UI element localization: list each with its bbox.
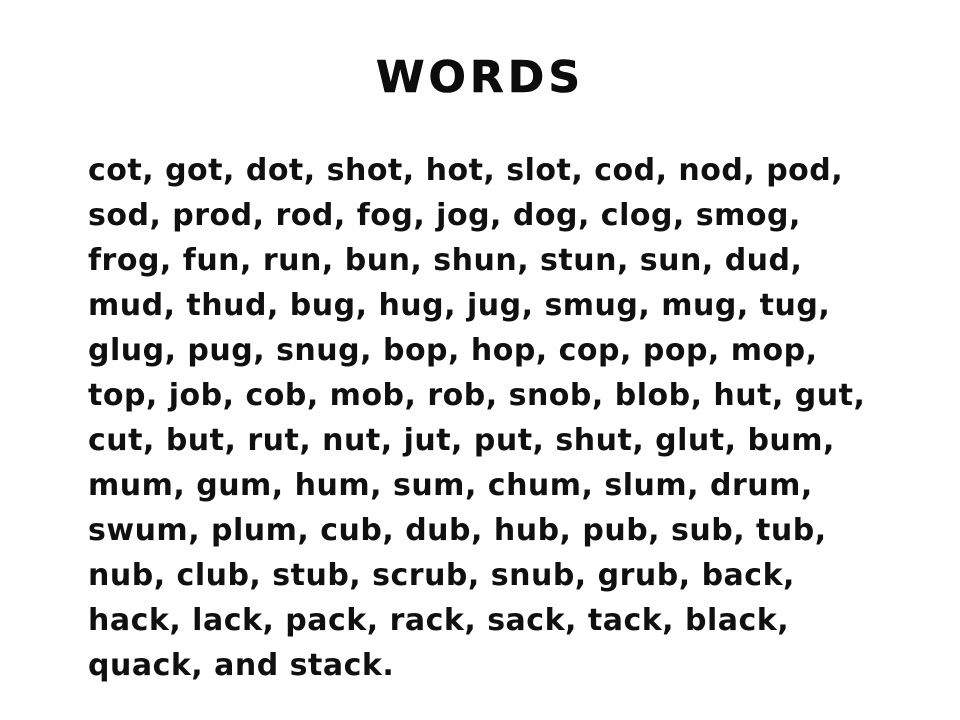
word-list-line: swum, plum, cub, dub, hub, pub, sub, tub, — [88, 513, 827, 548]
word-list-line: glug, pug, snug, bop, hop, cop, pop, mop, — [88, 333, 818, 368]
word-list-line: cot, got, dot, shot, hot, slot, cod, nod, pod, — [88, 153, 844, 188]
word-list-line: frog, fun, run, bun, shun, stun, sun, dud, — [88, 243, 803, 278]
word-list-line: quack, and stack. — [88, 648, 395, 683]
word-list-line: mum, gum, hum, sum, chum, slum, drum, — [88, 468, 813, 503]
word-list-line: cut, but, rut, nut, jut, put, shut, glut, bum, — [88, 423, 835, 458]
word-list-line: top, job, cob, mob, rob, snob, blob, hut, gut, — [88, 378, 866, 413]
word-list-line: hack, lack, pack, rack, sack, tack, black, — [88, 603, 790, 638]
word-list-line: sod, prod, rod, fog, jog, dog, clog, smog, — [88, 198, 801, 233]
word-list — [88, 148, 888, 688]
word-list-line: nub, club, stub, scrub, snub, grub, back, — [88, 558, 795, 593]
page-title: WORDS — [375, 52, 585, 103]
word-list-line: mud, thud, bug, hug, jug, smug, mug, tug, — [88, 288, 831, 323]
